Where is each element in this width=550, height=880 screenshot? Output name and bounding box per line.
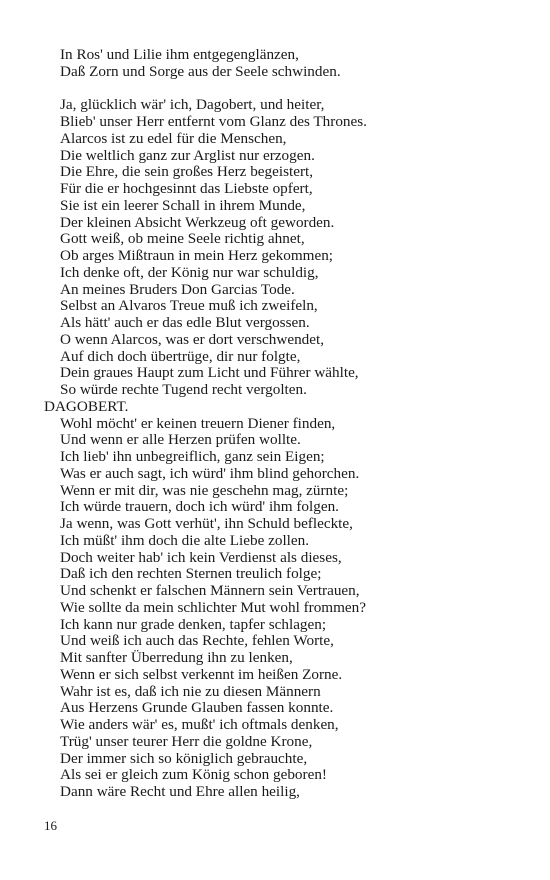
verse-line: Daß Zorn und Sorge aus der Seele schwinden. [60, 62, 341, 80]
verse-line: Und wenn er alle Herzen prüfen wollte. [60, 431, 301, 449]
verse-line: Dein graues Haupt zum Licht und Führer wählte, [60, 364, 359, 382]
stanza-1 [44, 47, 524, 81]
verse-line: O wenn Alarcos, was er dort verschwendet, [60, 330, 325, 348]
verse-line: Der immer sich so königlich gebrauchte, [60, 749, 308, 767]
verse-text [44, 47, 524, 801]
verse-line: Ja, glücklich wär' ich, Dagobert, und heiter, [60, 96, 325, 114]
verse-line: Sie ist ein leerer Schall in ihrem Munde, [60, 196, 306, 214]
verse-line: Wie sollte da mein schlichter Mut wohl frommen? [60, 598, 367, 616]
verse-line: Dann wäre Recht und Ehre allen heilig, [60, 783, 300, 800]
verse-line: Ich würde trauern, doch ich würd' ihm folgen. [60, 498, 339, 516]
stanza-gap [44, 81, 524, 98]
verse-line: Wahr ist es, daß ich nie zu diesen Männern [60, 682, 321, 700]
verse-line: An meines Bruders Don Garcias Tode. [60, 280, 295, 298]
verse-line: Die weltlich ganz zur Arglist nur erzogen. [60, 146, 315, 164]
verse-line: Mit sanfter Überredung ihn zu lenken, [60, 649, 293, 666]
verse-line: Aus Herzens Grunde Glauben fassen konnte. [60, 699, 334, 717]
verse-line: Die Ehre, die sein großes Herz begeistert, [60, 163, 314, 181]
verse-line: Als hätt' auch er das edle Blut vergossen. [60, 314, 310, 331]
verse-line: Der kleinen Absicht Werkzeug oft geworden. [60, 213, 335, 231]
verse-line: Und weiß ich auch das Rechte, fehlen Worte, [60, 632, 334, 650]
page-number: 16 [44, 818, 57, 833]
verse-line: Wenn er sich selbst verkennt im heißen Zorne. [60, 665, 343, 683]
verse-line: Blieb' unser Herr entfernt vom Glanz des Thrones. [60, 113, 367, 130]
verse-line: Wenn er mit dir, was nie geschehn mag, zürnte; [60, 481, 349, 499]
stanza-3 [44, 416, 524, 801]
verse-line: Doch weiter hab' ich kein Verdienst als dieses, [60, 548, 342, 566]
verse-line: Alarcos ist zu edel für die Menschen, [60, 129, 287, 147]
verse-line: Ob arges Mißtraun in mein Herz gekommen; [60, 247, 334, 264]
verse-line: Wie anders wär' es, mußt' ich oftmals denken, [60, 716, 339, 733]
verse-line: Für die er hochgesinnt das Liebste opfert, [60, 180, 313, 197]
verse-line: Ich denke oft, der König nur war schuldig, [60, 263, 319, 281]
stanza-2 [44, 97, 524, 399]
verse-line: Wohl möcht' er keinen treuern Diener finden, [60, 414, 336, 432]
verse-line: Ich lieb' ihn unbegreiflich, ganz sein Eigen; [60, 448, 325, 465]
verse-line: Selbst an Alvaros Treue muß ich zweifeln, [60, 297, 318, 315]
verse-line: Ja wenn, was Gott verhüt', ihn Schuld befleckte, [60, 515, 353, 532]
verse-line: Auf dich doch übertrüge, dir nur folgte, [60, 347, 301, 365]
verse-line: So würde rechte Tugend recht vergolten. [60, 381, 307, 398]
verse-line: Daß ich den rechten Sternen treulich folge; [60, 565, 322, 583]
verse-line: In Ros' und Lilie ihm entgegenglänzen, [60, 46, 299, 63]
verse-line: Gott weiß, ob meine Seele richtig ahnet, [60, 230, 305, 248]
verse-line: Ich müßt' ihm doch die alte Liebe zollen. [60, 531, 310, 549]
verse-line: Ich kann nur grade denken, tapfer schlagen; [60, 615, 327, 633]
verse-line: Und schenkt er falschen Männern sein Vertrauen, [60, 582, 360, 599]
speaker-name: DAGOBERT. [44, 397, 129, 415]
verse-line: Trüg' unser teurer Herr die goldne Krone, [60, 732, 313, 750]
verse-line: Was er auch sagt, ich würd' ihm blind gehorchen. [60, 464, 360, 482]
verse-line: Als sei er gleich zum König schon geboren! [60, 766, 327, 784]
